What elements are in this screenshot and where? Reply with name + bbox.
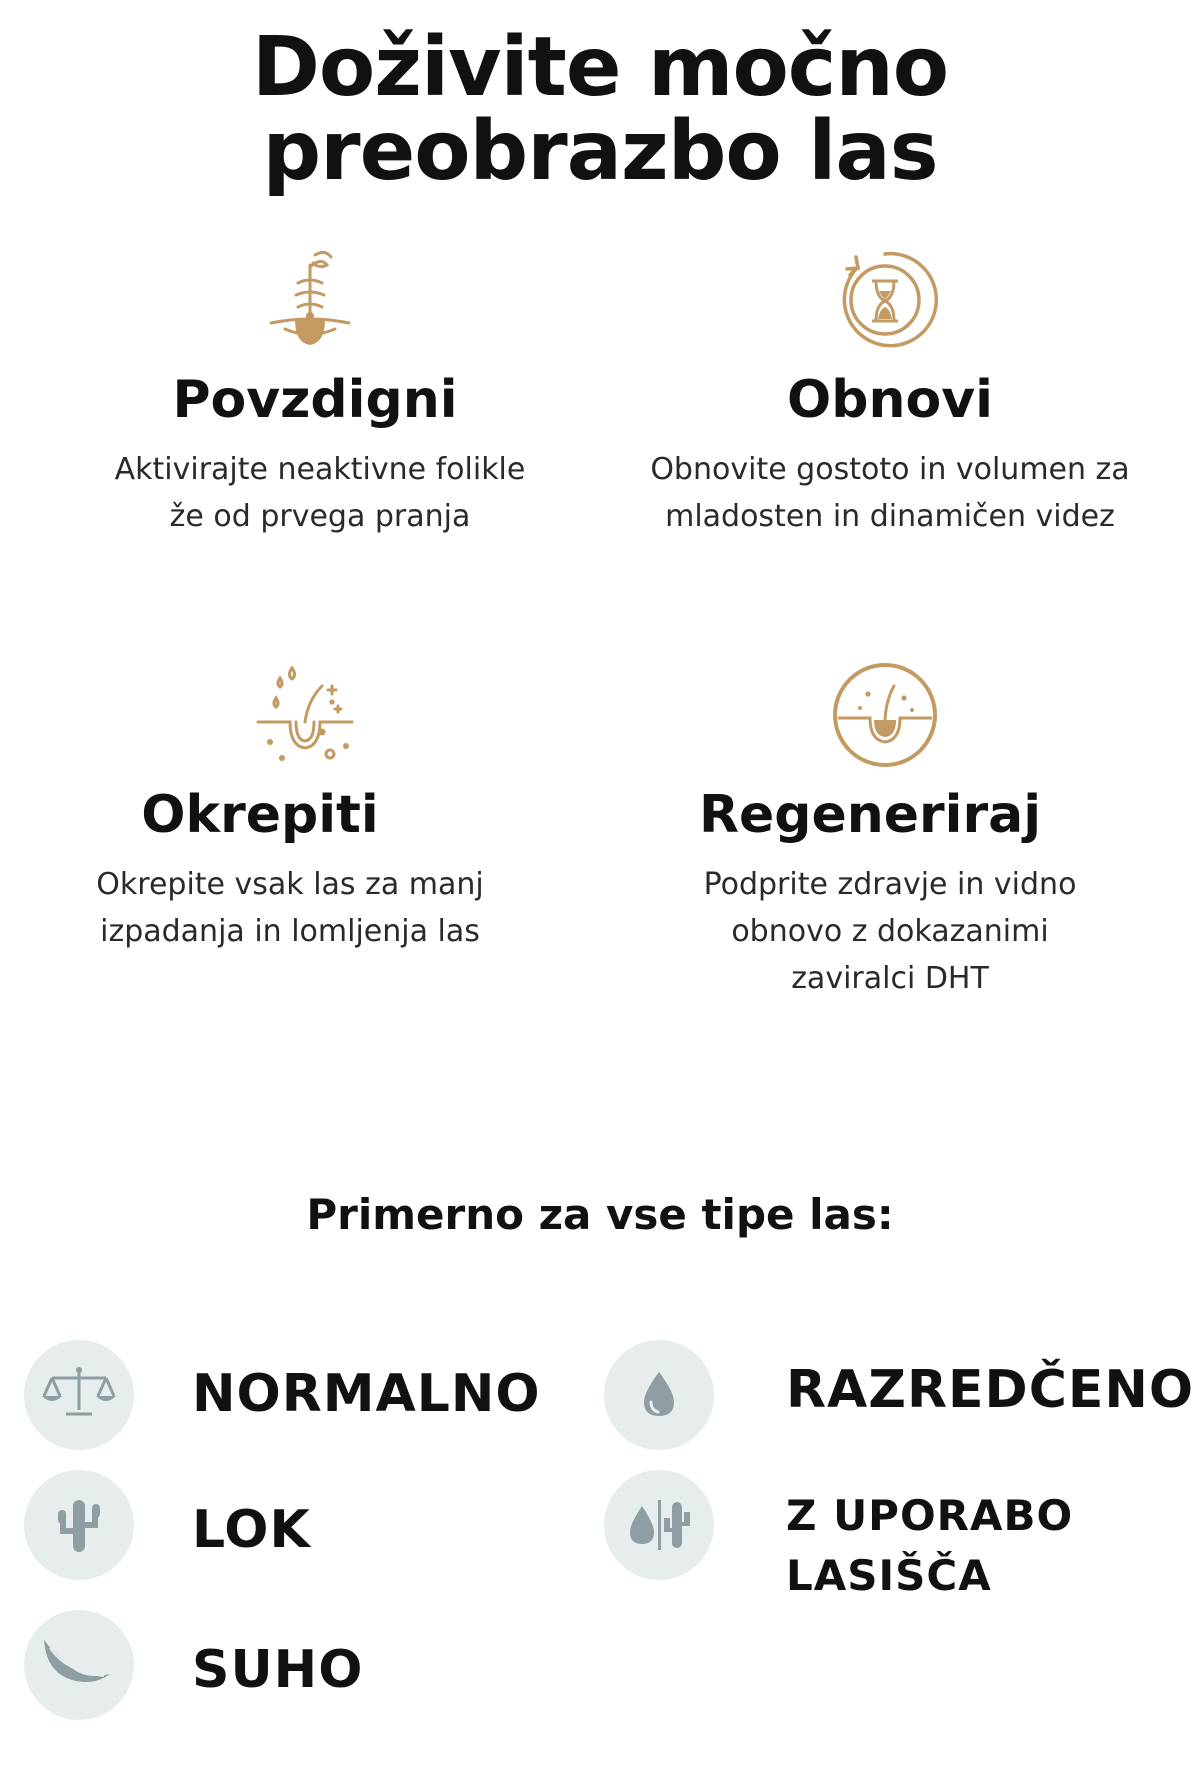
benefit-title: Povzdigni — [172, 370, 458, 430]
page-title-line-2: preobrazbo las — [262, 104, 938, 199]
hair-type-razredceno — [604, 1340, 1195, 1452]
drop-cactus-icon — [604, 1470, 714, 1580]
benefit-title: Regeneriraj — [698, 785, 1042, 845]
leaf-icon — [24, 1610, 134, 1720]
benefit-card-obnovi — [630, 240, 1150, 560]
hair-type-suho — [24, 1610, 544, 1722]
hair-root-droplets-icon — [250, 660, 360, 770]
hair-types-heading: Primerno za vse tipe las: — [306, 1190, 894, 1239]
page-title — [0, 20, 1200, 199]
cactus-icon — [24, 1470, 134, 1580]
scalp-circle-icon — [830, 660, 940, 770]
benefit-card-okrepiti — [40, 655, 560, 975]
hair-follicle-growth-icon — [255, 245, 365, 355]
benefit-description: Obnovite gostoto in volumen za mladosten in dinamičen videz — [650, 452, 1130, 534]
benefit-description: Okrepite vsak las za manj izpadanja in lomljenja las — [96, 867, 484, 949]
benefit-description: Aktivirajte neaktivne folikle že od prvega pranja — [114, 452, 526, 534]
hair-type-label: Z UPORABO LASIŠČA — [786, 1491, 1074, 1600]
benefit-card-regeneriraj — [630, 655, 1150, 1025]
hair-type-lok — [24, 1470, 544, 1582]
water-drop-icon — [604, 1340, 714, 1450]
hair-type-label: LOK — [192, 1500, 311, 1560]
hair-type-normalno — [24, 1340, 544, 1452]
benefit-title: Okrepiti — [141, 785, 379, 845]
benefit-card-povzdigni — [55, 240, 575, 560]
balance-scale-icon — [24, 1340, 134, 1450]
benefit-title: Obnovi — [787, 370, 993, 430]
benefit-description: Podprite zdravje in vidno obnovo z dokazanimi zaviralci DHT — [703, 867, 1077, 996]
hourglass-cycle-icon — [830, 245, 940, 355]
hair-type-label: RAZREDČENO — [786, 1360, 1195, 1420]
hair-type-label: NORMALNO — [192, 1364, 541, 1424]
page-title-line-1: Doživite močno — [251, 20, 949, 115]
hair-type-label: SUHO — [192, 1640, 364, 1700]
hair-type-z-uporabo-lasisca — [604, 1470, 1184, 1620]
